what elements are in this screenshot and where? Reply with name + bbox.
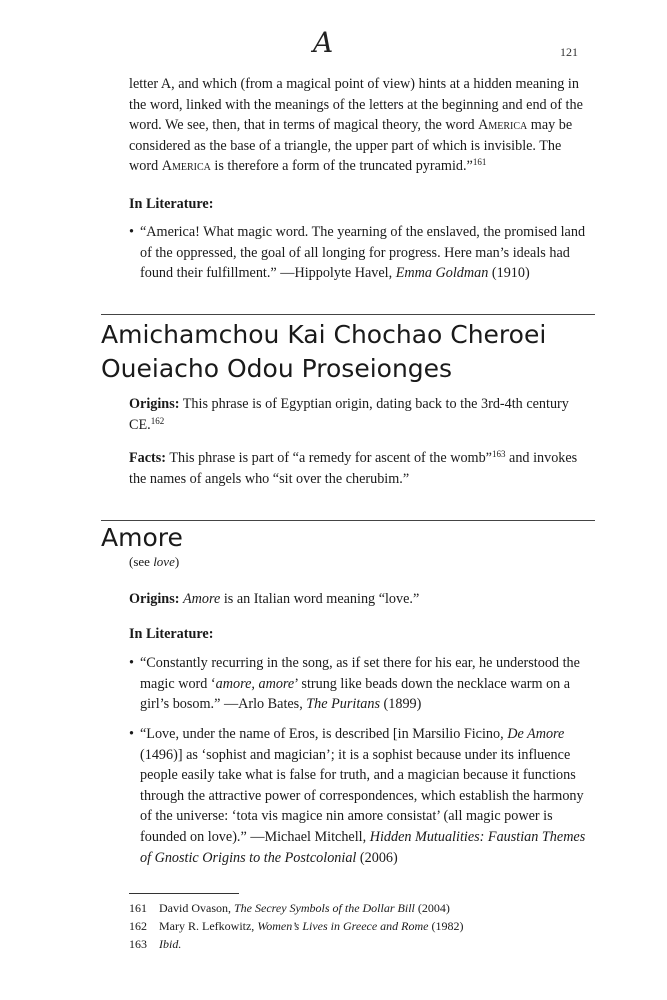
bullet-icon: • xyxy=(129,655,134,671)
page-number: 121 xyxy=(560,45,578,59)
cross-reference: (see love) xyxy=(129,554,180,569)
in-literature-heading: In Literature: xyxy=(129,626,214,642)
origins-paragraph: Origins: Amore is an Italian word meaning “love.” xyxy=(129,591,420,607)
literature-quote: • “Love, under the name of Eros, is described [in Marsilio Ficino, De Amore (1496)] as ‘sophist and magician’; it is a sophist because under its influence people easily take what is false for truth, and a magician because it functions through the attractive power of correspondences, which establish the harmony of the universe: ‘tota vis magice nin amore consistat’ (all magic power is founded on love).” —Michael Mitchell, Hidden Mutualities: Faustian Themes of Gnostic Origins to the Postcolonial (2006) xyxy=(129,726,586,866)
literature-quote: • “America! What magic word. The yearning of the enslaved, the promised land of the oppressed, the goal of all longing for progress. Here man’s ideals had found their fulfillment.” —Hippolyte Havel, Emma Goldman (1910) xyxy=(129,224,586,282)
bullet-icon: • xyxy=(129,224,134,240)
in-literature-heading: In Literature: xyxy=(129,196,214,212)
cross-reference-link[interactable]: love xyxy=(153,554,175,569)
footnote-ref[interactable]: 162 xyxy=(150,415,165,426)
section-divider xyxy=(101,314,595,315)
chapter-letter-ornament: A xyxy=(313,26,334,59)
footnote: 161 David Ovason, The Secrey Symbols of the Dollar Bill (2004) xyxy=(129,901,450,915)
footnote: 162 Mary R. Lefkowitz, Women’s Lives in Greece and Rome (1982) xyxy=(129,919,464,933)
footnote-separator xyxy=(129,893,239,894)
literature-quote: • “Constantly recurring in the song, as if set there for his ear, he understood the magic word ‘amore, amore’ strung like beads down the necklace warm on a girl’s bosom.” —Arlo Bates, The Puritans (1899) xyxy=(129,655,580,713)
entry-title: Amore xyxy=(101,523,183,552)
origins-paragraph: Origins: This phrase is of Egyptian origin, dating back to the 3rd-4th century CE.$^{162}$ xyxy=(129,396,569,433)
footnote: 163 Ibid. xyxy=(129,937,182,951)
facts-paragraph: Facts: This phrase is part of “a remedy for ascent of the womb”$^{163}$ and invokes the names of angels who “sit over the cherubim.” xyxy=(129,449,578,487)
entry-title: Amichamchou Kai Chochao Cheroei Oueiacho Odou Proseionges xyxy=(101,320,547,383)
footnote-ref[interactable]: 163 xyxy=(491,449,506,459)
footnote-ref[interactable]: 161 xyxy=(472,157,487,168)
bullet-icon: • xyxy=(129,726,134,742)
body-paragraph: letter A, and which (from a magical point of view) hints at a hidden meaning in the word, linked with the meanings of the letters at the beginning and end of the word. We see, then, that in terms of magical theory, the word America may be considered as the base of a triangle, the upper part of which is invisible. The word America is therefore a form of the truncated pyramid.”$^{161}$ xyxy=(129,76,583,175)
